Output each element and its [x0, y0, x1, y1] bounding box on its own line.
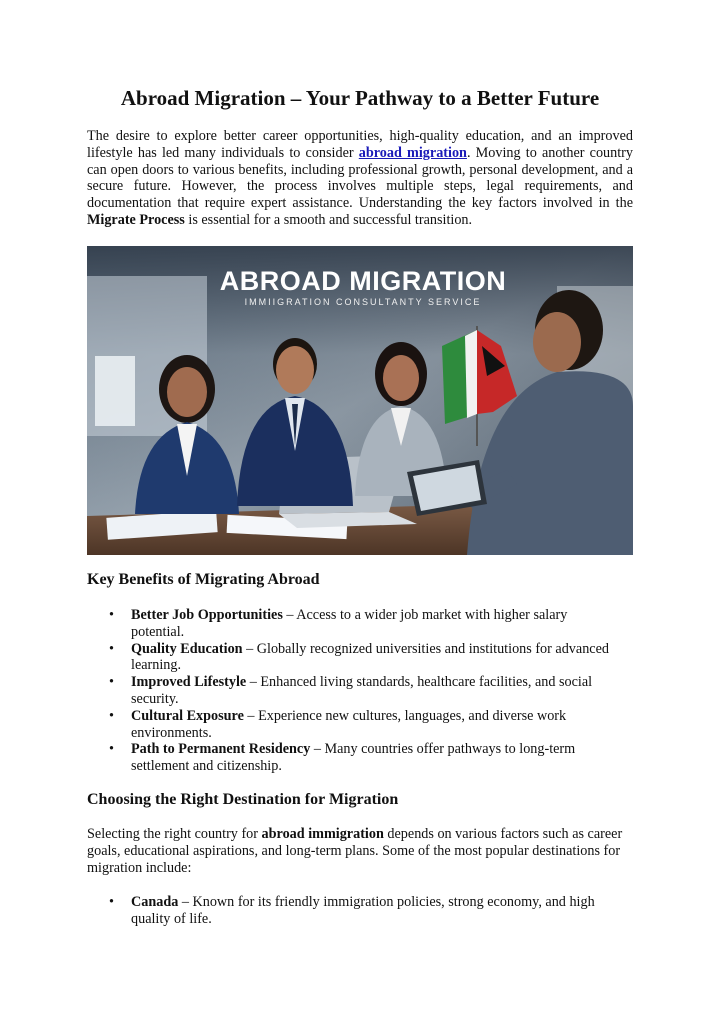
intro-paragraph	[87, 128, 633, 229]
benefit-term: Path to Permanent Residency	[131, 741, 311, 758]
bullet: •	[109, 607, 114, 623]
hero-image	[87, 246, 633, 555]
benefit-term: Better Job Opportunities	[131, 607, 283, 623]
destination-term: Canada	[131, 894, 179, 910]
benefit-desc: – Access to a wider job market with higher salary potential.	[131, 607, 568, 640]
hero-subheading: IMMIIGRATION CONSULTANTY SERVICE	[244, 297, 482, 307]
benefit-desc: – Experience new cultures, languages, and diverse work environments.	[131, 707, 567, 741]
list-item	[87, 607, 633, 641]
abroad-immigration-bold: abroad immigration	[261, 826, 384, 842]
destination-text-1: Selecting the right country for	[87, 826, 262, 842]
benefit-desc: – Enhanced living standards, healthcare facilities, and social security.	[131, 674, 593, 707]
destination-paragraph	[87, 826, 633, 876]
bullet: •	[109, 894, 114, 910]
benefit-term: Cultural Exposure	[131, 707, 244, 724]
destination-desc: – Known for its friendly immigration policies, strong economy, and high quality of life.	[131, 894, 595, 927]
list-item	[87, 708, 633, 742]
page-title: Abroad Migration – Your Pathway to a Better Future	[120, 86, 600, 110]
migrate-process-bold: Migrate Process	[87, 211, 185, 228]
benefits-heading: Key Benefits of Migrating Abroad	[87, 571, 320, 588]
hero-heading: ABROAD MIGRATION	[219, 266, 507, 296]
intro-text-1: The desire to explore better career opportunities, high-quality education, and an improved lifestyle has led many individuals to consider	[87, 128, 633, 161]
benefits-list	[87, 607, 633, 775]
benefit-term: Improved Lifestyle	[131, 674, 247, 691]
list-item	[87, 741, 633, 775]
intro-text-3: is essential for a smooth and successful transition.	[184, 211, 473, 228]
list-item	[87, 641, 633, 675]
destination-heading: Choosing the Right Destination for Migration	[87, 791, 399, 808]
bullet: •	[109, 741, 114, 758]
list-item	[87, 894, 633, 928]
benefit-desc: – Globally recognized universities and institutions for advanced learning.	[131, 640, 609, 674]
destination-list	[87, 894, 633, 928]
bullet: •	[109, 707, 114, 724]
bullet: •	[109, 640, 114, 657]
list-item	[87, 674, 633, 708]
bullet: •	[109, 674, 114, 691]
benefit-term: Quality Education	[131, 640, 243, 657]
destination-text-2: depends on various factors such as career goals, educational aspirations, and long-term plans. Some of the most popular destinations for migration include:	[87, 826, 623, 876]
benefit-desc: – Many countries offer pathways to long-term settlement and citizenship.	[131, 741, 576, 775]
abroad-migration-link[interactable]: abroad migration	[358, 144, 467, 161]
intro-text-2: . Moving to another country can open doors to various benefits, including professional growth, personal development, and a secure future. However, the process involves multiple steps, legal requirements, and documentation that require expert assistance. Understanding the key factors involved in the	[87, 144, 634, 212]
